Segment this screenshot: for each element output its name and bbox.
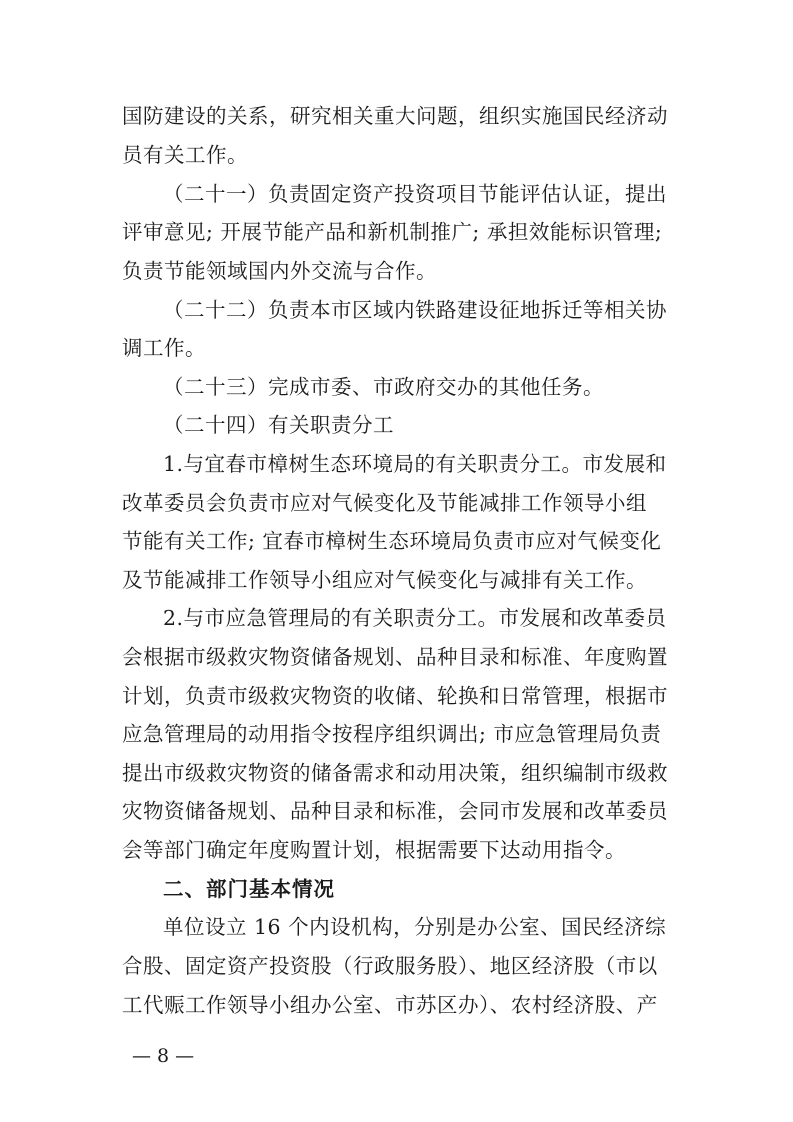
text-line: （二十一）负责固定资产投资项目节能评估认证，提出 <box>163 182 667 206</box>
section-heading: 二、部门基本情况 <box>163 877 335 901</box>
text-line: 灾物资储备规划、品种目录和标准，会同市发展和改革委员 <box>122 799 668 823</box>
text-line: 评审意见; 开展节能产品和新机制推广; 承担效能标识管理; <box>122 220 663 244</box>
text-line: （二十二）负责本市区域内铁路建设征地拆迁等相关协 <box>163 298 667 322</box>
text-line: 及节能减排工作领导小组应对气候变化与减排有关工作。 <box>122 568 647 592</box>
text-line: （二十四）有关职责分工 <box>163 413 394 437</box>
text-line: 应急管理局的动用指令按程序组织调出; 市应急管理局负责 <box>122 722 662 746</box>
text-line: 调工作。 <box>122 336 206 360</box>
text-line: 工代赈工作领导小组办公室、市苏区办）、农村经济股、产 <box>122 993 658 1017</box>
text-line: 负责节能领域国内外交流与合作。 <box>122 259 437 283</box>
text-line: 改革委员会负责市应对气候变化及节能减排工作领导小组 <box>122 491 647 515</box>
text-line: 单位设立 16 个内设机构，分别是办公室、国民经济综 <box>163 915 667 939</box>
text-line: 提出市级救灾物资的储备需求和动用决策，组织编制市级救 <box>122 761 668 785</box>
text-line: 计划，负责市级救灾物资的收储、轮换和日常管理，根据市 <box>122 684 668 708</box>
text-line: 1.与宜春市樟树生态环境局的有关职责分工。市发展和 <box>163 452 667 476</box>
text-line: 会等部门确定年度购置计划，根据需要下达动用指令。 <box>122 838 626 862</box>
text-line: 合股、固定资产投资股（行政服务股）、地区经济股（市以 <box>122 954 658 978</box>
text-line: （二十三）完成市委、市政府交办的其他任务。 <box>163 375 604 399</box>
page-number: — 8 — <box>132 1045 195 1067</box>
text-line: 员有关工作。 <box>122 143 248 167</box>
text-line: 2.与市应急管理局的有关职责分工。市发展和改革委员 <box>163 606 667 630</box>
text-line: 国防建设的关系，研究相关重大问题，组织实施国民经济动 <box>122 104 668 128</box>
text-line: 节能有关工作; 宜春市樟树生态环境局负责市应对气候变化 <box>122 529 662 553</box>
text-line: 会根据市级救灾物资储备规划、品种目录和标准、年度购置 <box>122 645 668 669</box>
